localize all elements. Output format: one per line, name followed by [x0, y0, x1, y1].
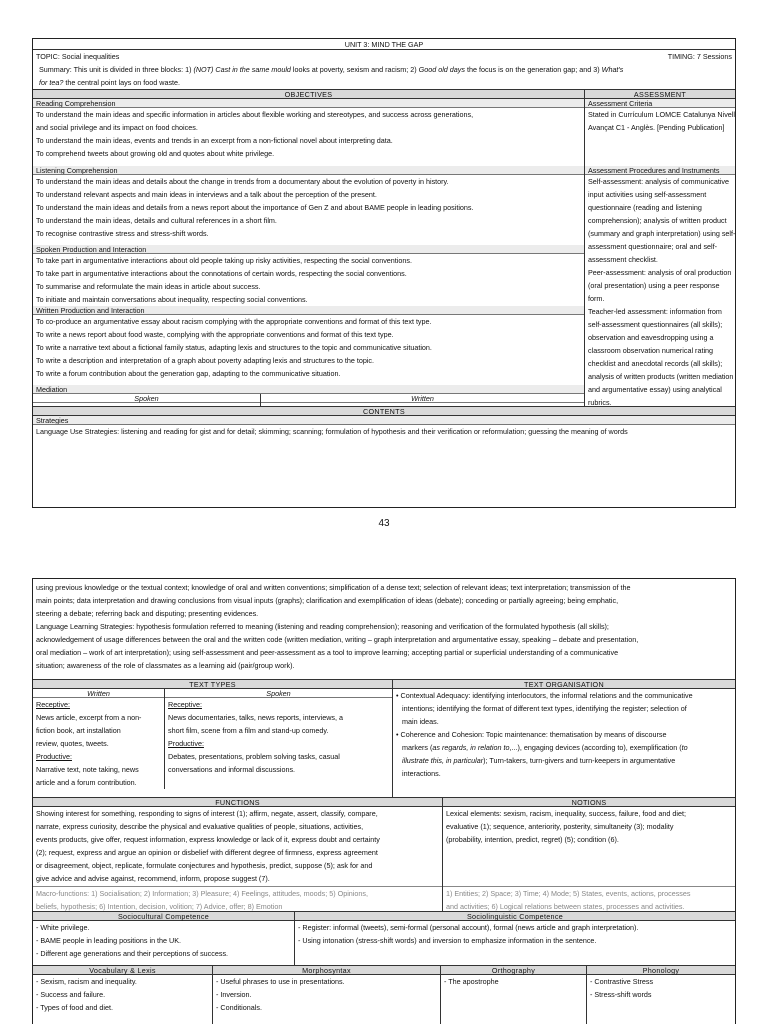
procedure-line: (summary and graph interpretation) using self-: [588, 229, 735, 238]
mediation-written-heading: Written: [261, 394, 584, 403]
listening-heading: Listening Comprehension: [33, 166, 584, 175]
sociolinguistic-line: - Register: informal (tweets), semi-formal (personal account), formal (news article and graph interpretation).: [298, 923, 639, 932]
timing: TIMING: 7 Sessions: [667, 52, 732, 61]
tt-line: Debates, presentations, problem solving tasks, casual: [168, 752, 340, 761]
reading-heading: Reading Comprehension: [33, 99, 584, 108]
text-org-line: illustrate this, in particular); Turn-takers, turn-givers and turn-keepers in argumentative: [402, 756, 676, 765]
procedure-line: assessment questionnaire; oral and self-: [588, 242, 718, 251]
procedure-line: rubrics.: [588, 398, 612, 406]
objectives-assessment: [33, 90, 735, 407]
strategies-line: situation; awareness of the role of classmates as a learning aid (pair/group work).: [36, 661, 295, 670]
procedure-line: comprehension); analysis of written product: [588, 216, 727, 225]
objectives: [33, 90, 585, 406]
written-list: [33, 315, 584, 385]
text-types-section: [33, 680, 735, 798]
sociocultural-line: - Different age generations and their perceptions of success.: [36, 949, 229, 958]
mediation-spoken-item: [33, 403, 260, 406]
tt-line: Narrative text, note taking, news: [36, 765, 139, 774]
function-line: or disagreement, object, replicate, formulate conjectures and hypothesis, predict, suppose (5); ask for and: [36, 861, 373, 870]
tt-line: short film, scene from a film and stand-up comedy.: [168, 726, 329, 735]
text-org-line: intentions; identifying the format of different text types, identifying the register; selection of: [402, 704, 687, 713]
functions-section: [33, 798, 735, 912]
tt-line: conversations and informal discussions.: [168, 765, 296, 774]
strategies-line: oral mediation – work of art interpretation); using self-assessment and peer-assessment as a tool to improve learning; accepting partial or superficial understanding of a communicative: [36, 648, 619, 657]
macro-functions-line: beliefs, hypothesis; 6) Intention, decision, volition; 7) Advice, offer; 8) Emotion: [36, 902, 283, 911]
topic: TOPIC: Social inequalities: [36, 52, 120, 61]
strategies-line: Language Use Strategies: listening and reading for gist and for detail; skimming; scanning; formulation of hypothesis and their verification or reformulation; guessing the meaning of words: [36, 427, 628, 436]
strategies-continued: [33, 579, 735, 680]
procedure-line: and argumentative essay) using analytical: [588, 385, 722, 394]
tt-receptive-label: Receptive:: [36, 700, 70, 709]
procedure-line: input activities using self-assessment: [588, 190, 707, 199]
text-org-line: • Coherence and Cohesion: Topic maintenance: thematisation by means of discourse: [396, 730, 667, 739]
procedure-line: questionnaire (reading and listening: [588, 203, 702, 212]
mediation-written-item: [261, 403, 584, 406]
text-types-heading: TEXT TYPES: [33, 680, 392, 689]
vocabulary-line: - Types of food and diet.: [36, 1003, 113, 1012]
phonology-line: - Stress-shift words: [590, 990, 652, 999]
text-org-heading: TEXT ORGANISATION: [393, 680, 735, 689]
procedure-line: observation and eavesdropping using a: [588, 333, 714, 342]
function-line: Showing interest for something, responding to signs of interest (1); affirm, negate, assert, classify, compare,: [36, 809, 378, 818]
topic-row: [33, 50, 735, 63]
tt-line: article and a forum contribution.: [36, 778, 137, 787]
written-item: To write a description and interpretation of a graph about poverty adapting lexis and structures to the topic.: [36, 356, 375, 365]
reading-list: [33, 108, 584, 166]
tt-receptive-label: Receptive:: [168, 700, 202, 709]
tt-productive-label: Productive:: [36, 752, 72, 761]
strategies-line: main points; data interpretation and drawing conclusions from visual inputs (graphs); clarification and exemplification of ideas (debate); conceding or partially agreeing; being emphatic,: [36, 596, 619, 605]
text-org-line: main ideas.: [402, 717, 439, 726]
tt-line: review, quotes, tweets.: [36, 739, 109, 748]
macro-functions-line: Macro-functions: 1) Socialisation; 2) Information; 3) Pleasure; 4) Feelings, attitudes, moods; 5) Opinions,: [36, 889, 368, 898]
spoken-list: [33, 254, 584, 306]
reading-item: and social privilege and its impact on food choices.: [36, 123, 198, 132]
strategies-line: using previous knowledge or the textual context; knowledge of oral and written conventions; simplification of a dense text; selection of relevant ideas; text interpretation; transmission of the: [36, 583, 631, 592]
sociocultural-heading: Sociocultural Competence: [33, 912, 294, 921]
listening-item: To understand the main ideas and details from a news report about the importance of Gen Z and about BAME people in leading positions.: [36, 203, 474, 212]
tt-productive-label: Productive:: [168, 739, 204, 748]
procedure-line: (oral presentation) using a peer response: [588, 281, 720, 290]
notion-line: evaluative (1); sequence, anteriority, posterity, simultaneity (3); modality: [446, 822, 674, 831]
spoken-item: To initiate and maintain conversations about inequality, respecting social conventions.: [36, 295, 308, 304]
strategies-line: Language Learning Strategies: hypothesis formulation referred to meaning (listening and reading comprehension); reasoning and verification of the formulated hypothesis (all skills);: [36, 622, 609, 631]
notion-line: (probability, intention, predict, regret) (5); condition (6).: [446, 835, 619, 844]
listening-item: To understand the main ideas, details and cultural references in a short film.: [36, 216, 277, 225]
notion-cats-line: 1) Entities; 2) Space; 3) Time; 4) Mode; 5) States, events, actions, processes: [446, 889, 691, 898]
strategies-line: acknowledgement of usage differences between the oral and the written code (written mediation, writing – graph interpretation and argumentative essay, speaking – debate and presentation,: [36, 635, 639, 644]
listening-item: To understand relevant aspects and main ideas in interviews and a talk about the perception of the present.: [36, 190, 377, 199]
assessment-heading: ASSESSMENT: [585, 90, 735, 99]
morphosyntax-line: - Useful phrases to use in presentations.: [216, 977, 345, 986]
reading-item: To understand the main ideas, events and trends in an excerpt from a non-fictional novel about interpreting data.: [36, 136, 393, 145]
phonology-line: - Contrastive Stress: [590, 977, 654, 986]
written-heading: Written Production and Interaction: [33, 306, 584, 315]
linguistic-section: [33, 966, 735, 1024]
page-44-table: [32, 578, 736, 1024]
written-item: To write a narrative text about a fictional family status, adapting lexis and structures to the topic and communicative situation.: [36, 343, 432, 352]
text-org-line: interactions.: [402, 769, 441, 778]
sociocultural-line: - White privilege.: [36, 923, 90, 932]
notion-cats-line: and activities; 6) Logical relations between states, processes and activities.: [446, 902, 685, 911]
unit-title: UNIT 3: MIND THE GAP: [33, 39, 735, 50]
listening-item: To understand the main ideas and details about the change in trends from a documentary about the evolution of poverty in history.: [36, 177, 449, 186]
function-line: (2); request, express and argue an opinion or disbelief with different degree of firmness, express agreement: [36, 848, 378, 857]
objectives-heading: OBJECTIVES: [33, 90, 584, 99]
procedure-line: Teacher-led assessment: information from: [588, 307, 722, 316]
spoken-item: To take part in argumentative interactions about the connotations of certain words, respecting the social conventions.: [36, 269, 407, 278]
procedure-line: analysis of written products (written mediation: [588, 372, 734, 381]
morphosyntax-line: - Conditionals.: [216, 1003, 262, 1012]
procedure-line: checklist and anecdotal records (all skills);: [588, 359, 723, 368]
tt-spoken-heading: Spoken: [165, 689, 392, 698]
function-line: narrate, express curiosity, describe the physical and evaluative qualities of people, situations, activities,: [36, 822, 364, 831]
vocabulary-line: - Success and failure.: [36, 990, 106, 999]
written-item: To write a news report about food waste, complying with the appropriate conventions and format of this text type.: [36, 330, 394, 339]
strategies-heading: Strategies: [33, 416, 735, 425]
procedures-text: [585, 175, 735, 406]
written-item: To write a forum contribution about the generation gap, adapting to the communicative situation.: [36, 369, 341, 378]
text-organisation: [393, 680, 735, 797]
reading-item: To understand the main ideas and specific information in articles about flexible working and stereotypes, and success across generations,: [36, 110, 474, 119]
tt-line: fiction book, art installation: [36, 726, 121, 735]
morphosyntax-heading: Morphosyntax: [213, 966, 440, 975]
procedure-line: Peer-assessment: analysis of oral production: [588, 268, 732, 277]
sociolinguistic-heading: Sociolinguistic Competence: [295, 912, 735, 921]
summary: Summary: This unit is divided in three blocks: 1) (NOT) Cast in the same mould looks at poverty, sexism and racism; 2) Good old days the focus is on the generation gap; and 3) What's for tea? the central point lays on food waste.: [33, 63, 735, 90]
mediation-spoken-heading: Spoken: [33, 394, 260, 403]
page-43-table: [32, 38, 736, 508]
procedures-heading: Assessment Procedures and Instruments: [585, 166, 735, 175]
competence-section: [33, 912, 735, 966]
notion-line: Lexical elements: sexism, racism, inequality, success, failure, food and diet;: [446, 809, 686, 818]
criteria-line: Avançat C1 - Anglès. [Pending Publication]: [588, 123, 725, 132]
assessment: [585, 90, 735, 406]
function-line: events products, give offer, request information, express knowledge or lack of it, express doubt and certainty: [36, 835, 380, 844]
mediation-heading: Mediation: [33, 385, 584, 394]
procedure-line: assessment checklist.: [588, 255, 658, 264]
tt-written-heading: Written: [33, 689, 164, 698]
listening-item: To recognise contrastive stress and stress-shift words.: [36, 229, 209, 238]
orthography-line: - The apostrophe: [444, 977, 499, 986]
phonology-heading: Phonology: [587, 966, 735, 975]
function-line: give advice and advise against, recommend, inform, propose suggest (7).: [36, 874, 270, 883]
morphosyntax-line: - Inversion.: [216, 990, 252, 999]
spoken-heading: Spoken Production and Interaction: [33, 245, 584, 254]
criteria-text: [585, 108, 735, 166]
text-org-line: • Contextual Adequacy: identifying interlocutors, the informal relations and the communicative: [396, 691, 693, 700]
procedure-line: classroom observation numerical rating: [588, 346, 714, 355]
procedure-line: form.: [588, 294, 605, 303]
written-item: To co-produce an argumentative essay about racism complying with the appropriate conventions and format of this text type.: [36, 317, 432, 326]
functions-heading: FUNCTIONS: [33, 798, 442, 807]
tt-line: News article, excerpt from a non-: [36, 713, 142, 722]
mediation-table: [33, 394, 584, 406]
criteria-heading: Assessment Criteria: [585, 99, 735, 108]
reading-item: To comprehend tweets about growing old and quotes about white privilege.: [36, 149, 275, 158]
procedure-line: self-assessment questionnaires (all skills);: [588, 320, 723, 329]
strategies-line: steering a debate; referring back and disputing; presenting evidences.: [36, 609, 259, 618]
spoken-item: To take part in argumentative interactions about old people taking up risky activities, respecting the social conventions.: [36, 256, 412, 265]
page-number: 43: [378, 518, 390, 529]
spoken-item: To summarise and reformulate the main ideas in article about success.: [36, 282, 261, 291]
listening-list: [33, 175, 584, 245]
procedure-line: Self-assessment: analysis of communicative: [588, 177, 730, 186]
tt-line: News documentaries, talks, news reports, interviews, a: [168, 713, 343, 722]
criteria-line: Stated in Currículum LOMCE Catalunya Nivell: [588, 110, 735, 119]
vocabulary-line: - Sexism, racism and inequality.: [36, 977, 137, 986]
text-org-line: markers (as regards, in relation to,...), engaging devices (according to), exemplification (to: [402, 743, 688, 752]
notions-heading: NOTIONS: [443, 798, 735, 807]
contents-heading: CONTENTS: [33, 407, 735, 416]
sociolinguistic-line: - Using intonation (stress-shift words) and inversion to emphasize information in the sentence.: [298, 936, 597, 945]
orthography-heading: Orthography: [441, 966, 586, 975]
vocabulary-heading: Vocabulary & Lexis: [33, 966, 212, 975]
sociocultural-line: - BAME people in leading positions in the UK.: [36, 936, 182, 945]
